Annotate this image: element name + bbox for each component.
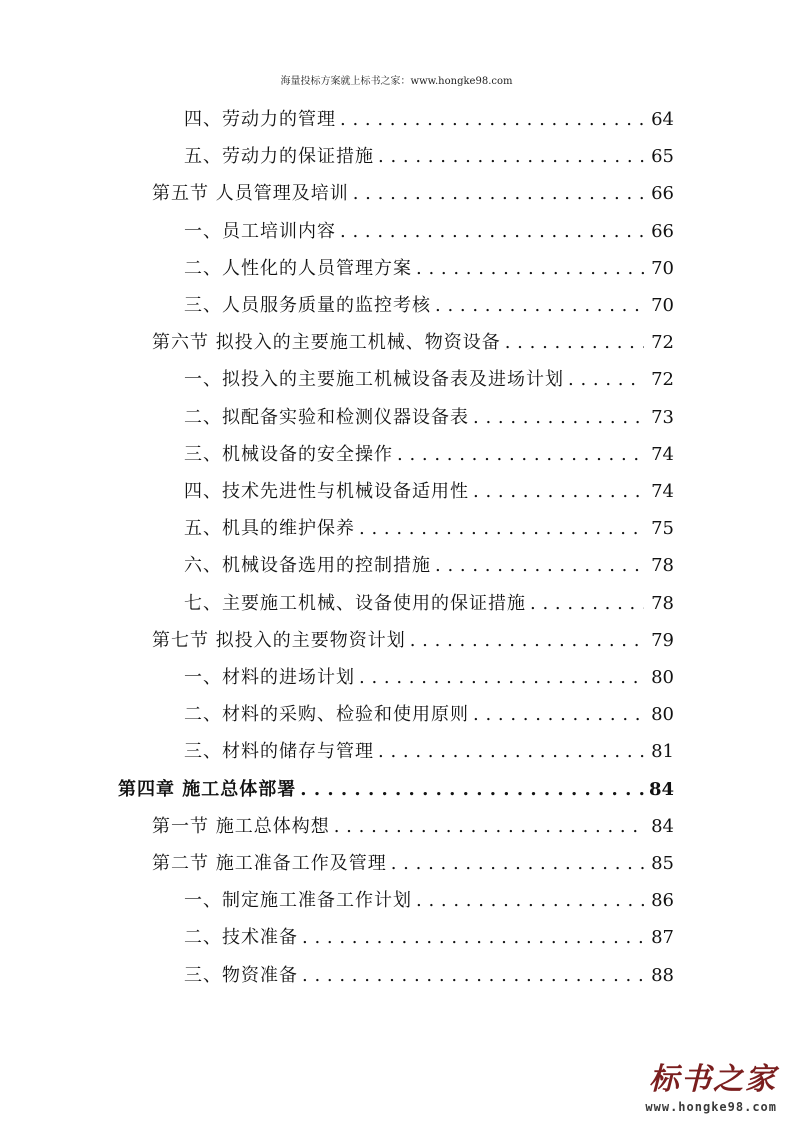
toc-entry-page-number: 66	[651, 183, 674, 205]
toc-entry[interactable]	[184, 510, 674, 547]
toc-entry[interactable]	[184, 733, 674, 770]
toc-dot-leader	[410, 622, 644, 659]
toc-dot-leader	[473, 399, 644, 436]
toc-entry[interactable]	[152, 845, 674, 882]
toc-dot-leader	[530, 585, 644, 622]
toc-dot-leader	[353, 175, 644, 212]
toc-entry[interactable]	[184, 101, 674, 138]
toc-entry-title: 三、物资准备	[184, 964, 298, 986]
toc-entry[interactable]	[184, 399, 674, 436]
toc-dot-leader	[302, 957, 644, 994]
toc-entry[interactable]	[184, 250, 674, 287]
toc-entry[interactable]	[184, 213, 674, 250]
toc-dot-leader	[391, 845, 644, 882]
toc-entry[interactable]	[184, 659, 674, 696]
toc-entry[interactable]	[184, 585, 674, 622]
toc-entry-page-number: 80	[651, 667, 674, 688]
toc-entry[interactable]	[184, 882, 674, 919]
toc-entry-page-number: 64	[651, 109, 674, 130]
toc-dot-leader	[435, 547, 644, 584]
toc-entry-title: 第四章 施工总体部署	[118, 778, 297, 800]
toc-entry-page-number: 78	[651, 592, 674, 614]
toc-entry-page-number: 86	[651, 890, 674, 912]
toc-dot-leader	[416, 882, 644, 919]
toc-entry-title: 四、技术先进性与机械设备适用性	[184, 481, 469, 502]
toc-entry-page-number: 74	[651, 481, 674, 502]
toc-dot-leader	[473, 473, 644, 510]
toc-entry-page-number: 72	[651, 369, 674, 391]
toc-entry-page-number: 66	[651, 220, 674, 242]
toc-entry-title: 第七节 拟投入的主要物资计划	[152, 629, 406, 651]
logo-name: 标书之家	[649, 1062, 777, 1097]
toc-entry[interactable]	[152, 324, 674, 361]
toc-entry-title: 二、材料的采购、检验和使用原则	[184, 704, 469, 726]
toc-entry-title: 四、劳动力的管理	[184, 109, 336, 130]
toc-dot-leader	[359, 659, 644, 696]
toc-entry-title: 第五节 人员管理及培训	[152, 183, 349, 205]
toc-dot-leader	[568, 361, 644, 398]
toc-entry-page-number: 73	[651, 406, 674, 428]
toc-entry[interactable]	[184, 547, 674, 584]
toc-entry-page-number: 84	[648, 778, 674, 800]
toc-entry-title: 三、材料的储存与管理	[184, 741, 374, 763]
toc-entry[interactable]	[118, 771, 674, 808]
toc-dot-leader	[359, 510, 644, 547]
toc-entry[interactable]	[184, 696, 674, 733]
toc-dot-leader	[300, 771, 644, 808]
toc-entry-title: 五、机具的维护保养	[184, 518, 355, 540]
page-header: 海量投标方案就上标书之家：www.hongke98.com	[280, 76, 513, 87]
toc-entry[interactable]	[152, 622, 674, 659]
toc-entry-page-number: 88	[651, 964, 674, 986]
toc-entry-title: 六、机械设备选用的控制措施	[184, 555, 431, 577]
toc-entry-page-number: 85	[651, 853, 674, 874]
toc-dot-leader	[302, 919, 644, 956]
toc-entry-page-number: 80	[651, 704, 674, 726]
toc-entry-title: 二、人性化的人员管理方案	[184, 257, 412, 279]
toc-entry-title: 一、材料的进场计划	[184, 667, 355, 688]
toc-dot-leader	[334, 808, 644, 845]
toc-dot-leader	[340, 101, 644, 138]
toc-entry-title: 第二节 施工准备工作及管理	[152, 853, 387, 874]
toc-entry-page-number: 79	[651, 629, 674, 651]
toc-entry[interactable]	[184, 957, 674, 994]
toc-entry[interactable]	[184, 436, 674, 473]
toc-dot-leader	[416, 250, 644, 287]
toc-dot-leader	[378, 138, 644, 175]
toc-dot-leader	[340, 213, 644, 250]
toc-entry[interactable]	[184, 138, 674, 175]
toc-entry-page-number: 70	[651, 257, 674, 279]
toc-entry-page-number: 78	[651, 555, 674, 577]
toc-entry-title: 三、机械设备的安全操作	[184, 443, 393, 465]
toc-entry[interactable]	[184, 473, 674, 510]
site-logo	[617, 1062, 777, 1118]
toc-dot-leader	[505, 324, 644, 361]
toc-dot-leader	[378, 733, 644, 770]
toc-entry[interactable]	[184, 919, 674, 956]
toc-entry-page-number: 75	[651, 518, 674, 540]
toc-entry-page-number: 70	[651, 295, 674, 316]
toc-entry-page-number: 74	[651, 443, 674, 465]
toc-entry-title: 三、人员服务质量的监控考核	[184, 295, 431, 316]
toc-entry-title: 二、技术准备	[184, 927, 298, 949]
toc-entry-page-number: 81	[651, 741, 674, 763]
toc-entry[interactable]	[152, 808, 674, 845]
toc-entry[interactable]	[184, 361, 674, 398]
toc-entry[interactable]	[184, 287, 674, 324]
toc-entry[interactable]	[152, 175, 674, 212]
toc-entry-page-number: 65	[651, 146, 674, 168]
toc-entry-title: 五、劳动力的保证措施	[184, 146, 374, 168]
toc-entry-page-number: 87	[651, 927, 674, 949]
toc-entry-page-number: 84	[651, 815, 674, 837]
toc-dot-leader	[397, 436, 644, 473]
toc-entry-page-number: 72	[651, 332, 674, 354]
toc-dot-leader	[473, 696, 644, 733]
toc-entry-title: 第六节 拟投入的主要施工机械、物资设备	[152, 332, 501, 354]
toc-entry-title: 一、制定施工准备工作计划	[184, 890, 412, 912]
toc-dot-leader	[435, 287, 644, 324]
toc-entry-title: 一、员工培训内容	[184, 220, 336, 242]
toc-entry-title: 七、主要施工机械、设备使用的保证措施	[184, 592, 526, 614]
logo-url: www.hongke98.com	[645, 1100, 777, 1114]
toc-entry-title: 第一节 施工总体构想	[152, 815, 330, 837]
toc-entry-title: 一、拟投入的主要施工机械设备表及进场计划	[184, 369, 564, 391]
toc-entry-title: 二、拟配备实验和检测仪器设备表	[184, 406, 469, 428]
